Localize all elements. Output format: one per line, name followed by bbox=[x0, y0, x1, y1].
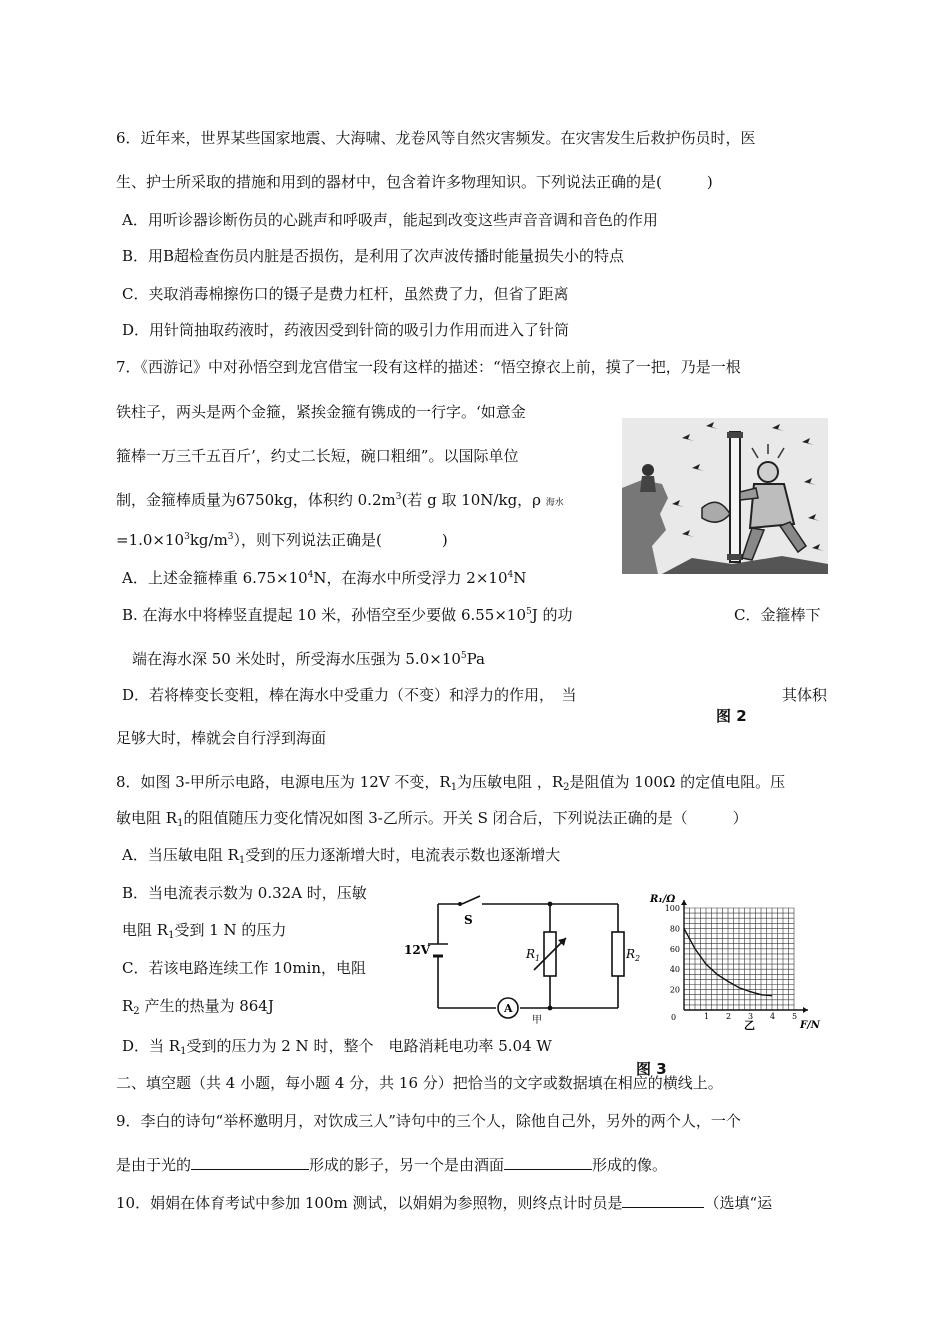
q6-option-a: A．用听诊器诊断伤员的心跳声和呼吸声，能起到改变这些声音音调和音色的作用 bbox=[122, 211, 658, 229]
figure-3-caption: 图 3 bbox=[636, 1060, 667, 1078]
q10-line1: 10．娟娟在体育考试中参加 100m 测试，以娟娟为参照物，则终点计时员是 （选填“运 bbox=[116, 1194, 773, 1212]
r2-label: $R_2$ bbox=[626, 947, 640, 963]
section-2-title: 二、填空题（共 4 小题，每小题 4 分，共 16 分）把恰当的文字或数据填在相应的横线上。 bbox=[116, 1074, 723, 1092]
q8-line1: 8．如图 3-甲所示电路，电源电压为 12V 不变，$R_1$为压敏电阻 ，$R_2$是阻值为 100Ω 的定值电阻。压 bbox=[116, 773, 786, 793]
r1-label: $R_1$ bbox=[526, 947, 541, 963]
q7-line5: $=1.0\times 10^3kg/m^3$），则下列说法正确是( ) bbox=[116, 531, 448, 549]
figure-3-circuit bbox=[404, 892, 640, 1024]
figure-2-caption: 图 2 bbox=[716, 707, 747, 725]
figure-2-illustration bbox=[622, 418, 828, 574]
q7-option-c-cont: 端在海水深 50 米处时，所受海水压强为 $5.0\times 10^5Pa$ bbox=[132, 650, 486, 668]
y-axis-arrow bbox=[681, 900, 687, 905]
x-tick-label: 1 bbox=[704, 1012, 710, 1021]
q7-line4: 制，金箍棒质量为6750kg，体积约 $0.2m^3$(若 g 取 10N/kg，ρ 海水 bbox=[116, 491, 564, 509]
q7-option-a: A．上述金箍棒重 $6.75\times 10^4N$，在海水中所受浮力 $2\times 10^4N$ bbox=[122, 569, 527, 587]
q6-line1: 6．近年来，世界某些国家地震、大海啸、龙卷风等自然灾害频发。在灾害发生后救护伤员时，医 bbox=[116, 129, 756, 147]
q7-line1: 7．《西游记》中对孙悟空到龙宫借宝一段有这样的描述：“悟空撩衣上前，摸了一把，乃是一根 bbox=[116, 358, 741, 376]
x-tick-label: 5 bbox=[792, 1012, 798, 1021]
q10-blank-1[interactable] bbox=[622, 1192, 704, 1208]
q9-line1: 9．李白的诗句“举杯邀明月，对饮成三人”诗句中的三个人，除他自己外，另外的两个人，一个 bbox=[116, 1112, 741, 1130]
q7-option-d-tail: 其体积 bbox=[782, 686, 828, 704]
figure-3-chart bbox=[644, 890, 834, 1030]
chart-origin-label: 0 bbox=[671, 1013, 677, 1022]
q7-option-d: D．若将棒变长变粗，棒在海水中受重力（不变）和浮力的作用， 当 bbox=[122, 686, 577, 704]
wukong-illustration bbox=[622, 418, 828, 574]
resistance-force-chart bbox=[644, 890, 834, 1030]
y-tick-label: 20 bbox=[669, 985, 680, 995]
q6-option-d: D．用针筒抽取药液时，药液因受到针筒的吸引力作用而进入了针筒 bbox=[122, 321, 570, 339]
ammeter-label: A bbox=[504, 1002, 513, 1015]
y-tick-label: 60 bbox=[669, 944, 680, 954]
y-tick-label: 100 bbox=[664, 904, 680, 913]
q9-blank-2[interactable] bbox=[504, 1154, 592, 1170]
chart-grid bbox=[684, 908, 794, 1010]
chart-caption: 乙 bbox=[744, 1019, 755, 1030]
q8-option-b-line1: B．当电流表示数为 0.32A 时，压敏 bbox=[122, 884, 367, 902]
q8-option-c-line1: C．若该电路连续工作 10min，电阻 bbox=[122, 959, 367, 977]
q8-option-d: D．当 $R_1$受到的压力为 2 N 时，整个 电路消耗电功率 5.04 W bbox=[122, 1037, 552, 1057]
q8-option-c-line2: $R_2$ 产生的热量为 864J bbox=[122, 997, 274, 1017]
q6-line2: 生、护士所采取的措施和用到的器材中，包含着许多物理知识。下列说法正确的是( ) bbox=[116, 173, 713, 191]
chart-xlabel: F/N bbox=[800, 1020, 820, 1030]
q7-line3: 箍棒一万三千五百斤’，约丈二长短，碗口粗细”。以国际单位 bbox=[116, 447, 519, 465]
q9-line2: 是由于光的 形成的影子，另一个是由酒面 形成的像。 bbox=[116, 1156, 668, 1174]
q9-blank-1[interactable] bbox=[191, 1154, 309, 1170]
q7-option-b: B. 在海水中将棒竖直提起 10 米，孙悟空至少要做 $6.55\times 10^5J$ 的功 bbox=[122, 606, 573, 624]
q7-line2: 铁柱子，两头是两个金箍，紧挨金箍有镌成的一行字。‘如意金 bbox=[116, 403, 526, 421]
q8-line2: 敏电阻 $R_1$的阻值随压力变化情况如图 3-乙所示。开关 S 闭合后，下列说法正确的是（ ） bbox=[116, 809, 748, 829]
y-tick-label: 40 bbox=[669, 965, 680, 975]
source-voltage-label: 12V bbox=[404, 943, 431, 957]
q6-option-c: C．夹取消毒棉擦伤口的镊子是费力杠杆，虽然费了力，但省了距离 bbox=[122, 285, 569, 303]
y-tick-label: 80 bbox=[669, 924, 680, 934]
x-tick-label: 3 bbox=[748, 1012, 754, 1021]
x-tick-label: 2 bbox=[726, 1012, 732, 1021]
circuit-caption: 甲 bbox=[532, 1015, 542, 1024]
switch-label: S bbox=[464, 913, 473, 927]
q7-option-d-cont: 足够大时，棒就会自行浮到海面 bbox=[116, 729, 327, 747]
q8-option-a: A．当压敏电阻 $R_1$受到的压力逐渐增大时，电流表示数也逐渐增大 bbox=[122, 846, 561, 866]
x-tick-label: 4 bbox=[770, 1012, 776, 1021]
q6-option-b: B．用B超检查伤员内脏是否损伤，是利用了次声波传播时能量损失小的特点 bbox=[122, 247, 625, 265]
q8-option-b-line2: 电阻 $R_1$受到 1 N 的压力 bbox=[122, 921, 287, 941]
circuit-diagram bbox=[404, 892, 640, 1024]
q7-option-c-start: C．金箍棒下 bbox=[734, 606, 821, 624]
x-axis-arrow bbox=[803, 1007, 808, 1013]
chart-ylabel: R₁/Ω bbox=[650, 894, 676, 905]
